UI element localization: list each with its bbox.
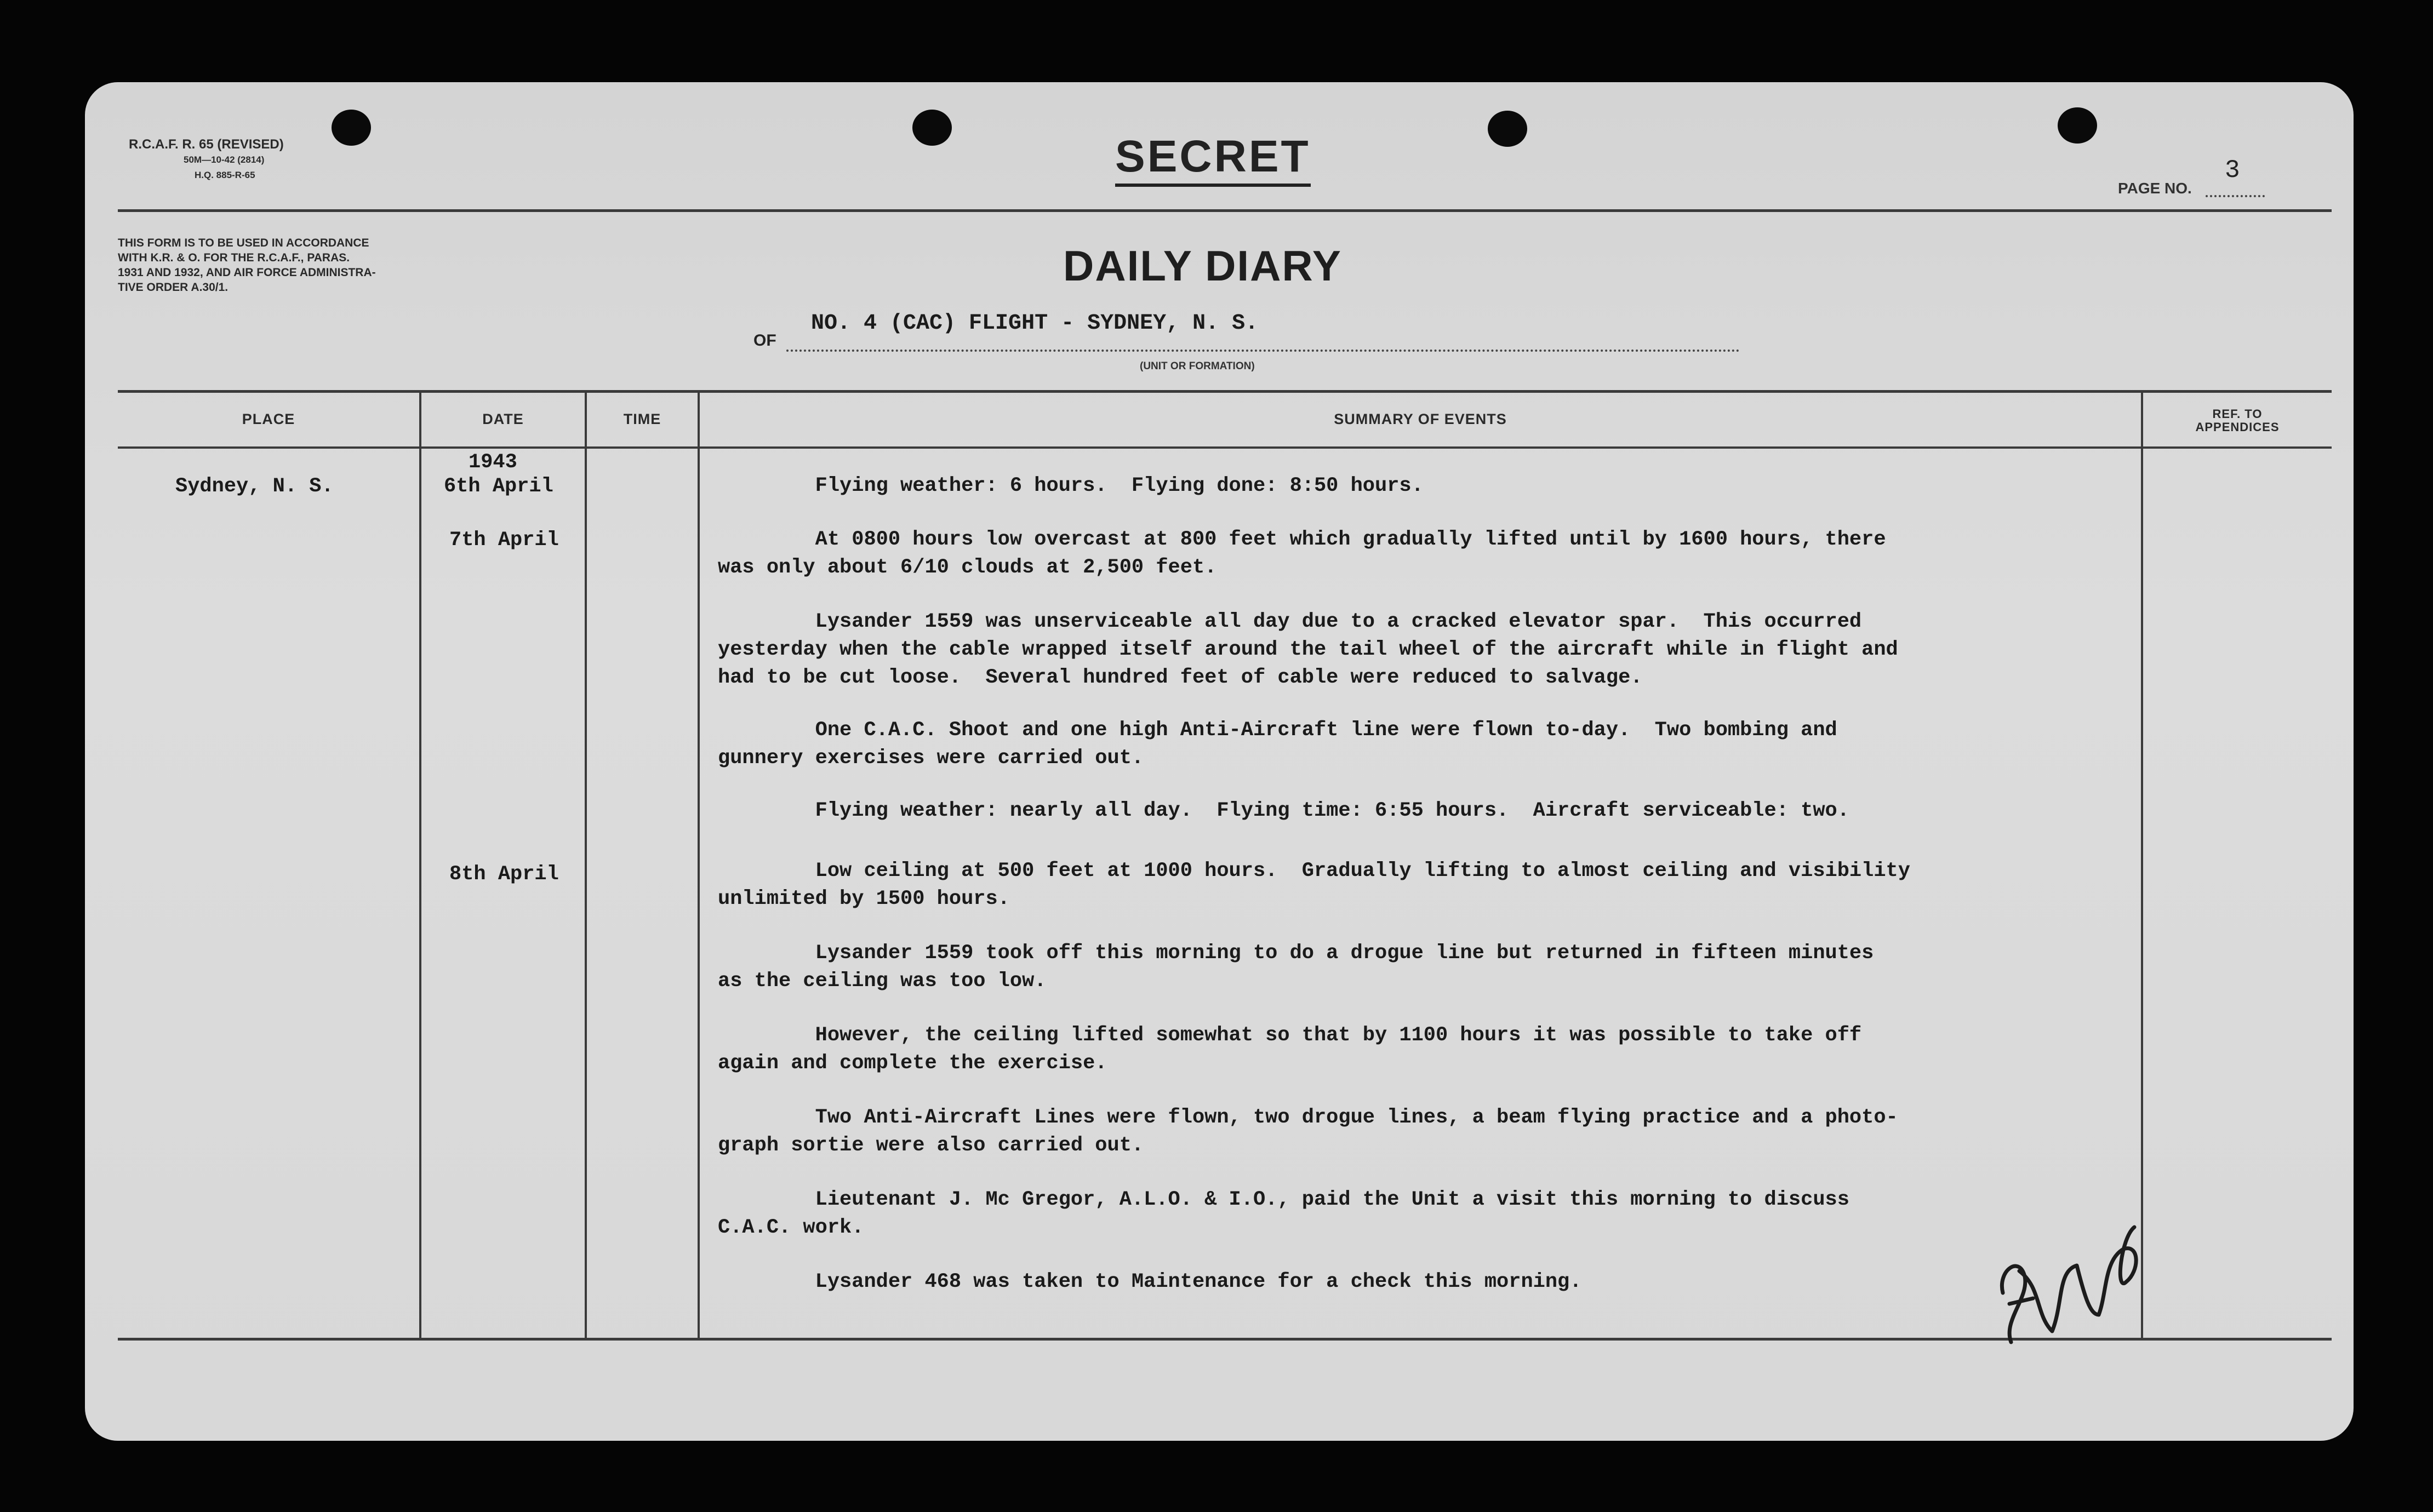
unit-underline xyxy=(786,350,1740,352)
column-header-date: DATE xyxy=(482,411,524,427)
classification-heading: SECRET xyxy=(1115,134,1311,187)
summary-paragraph: Low ceiling at 500 feet at 1000 hours. Gradually lifting to almost ceiling and visibility unlimited by 1500 hours. xyxy=(718,860,1910,910)
unit-caption: (UNIT OR FORMATION) xyxy=(1140,360,1255,372)
form-usage-note: THIS FORM IS TO BE USED IN ACCORDANCE WITH K.R. & O. FOR THE R.C.A.F., PARAS. 1931 AND 1932, AND AIR FORCE ADMINISTRA- TIVE ORDER A.30/1. xyxy=(118,237,376,294)
handwritten-initials xyxy=(1981,1205,2156,1370)
date-cell: 7th April xyxy=(449,529,559,552)
summary-paragraph: Flying weather: 6 hours. Flying done: 8:50 hours. xyxy=(718,474,1424,497)
page-number-underline xyxy=(2206,195,2265,197)
form-code-line: H.Q. 885-R-65 xyxy=(195,170,255,180)
date-cell: 6th April xyxy=(444,475,553,498)
summary-paragraph: Flying weather: nearly all day. Flying time: 6:55 hours. Aircraft serviceable: two. xyxy=(718,799,1849,822)
summary-paragraph: At 0800 hours low overcast at 800 feet which gradually lifted until by 1600 hours, there was only about 6/10 clouds at 2,500 feet. xyxy=(718,528,1886,579)
punch-hole xyxy=(2058,107,2097,144)
summary-paragraph: However, the ceiling lifted somewhat so that by 1100 hours it was possible to take off again and complete the exercise. xyxy=(718,1024,1862,1075)
punch-hole xyxy=(332,110,371,146)
column-header-time: TIME xyxy=(623,411,661,427)
table-header-rule xyxy=(118,446,2332,449)
table-top-rule xyxy=(118,390,2332,393)
year-cell: 1943 xyxy=(469,451,517,474)
page-number-label: PAGE NO. xyxy=(2118,180,2192,197)
summary-paragraph: Two Anti-Aircraft Lines were flown, two drogue lines, a beam flying practice and a photo- graph sortie were also carried out. xyxy=(718,1106,1898,1157)
column-header-place: PLACE xyxy=(242,411,295,427)
summary-paragraph: Lysander 1559 took off this morning to do a drogue line but returned in fifteen minutes as the ceiling was too low. xyxy=(718,942,1874,993)
form-code-line: R.C.A.F. R. 65 (REVISED) xyxy=(129,137,284,152)
page-title: DAILY DIARY xyxy=(1063,242,1342,290)
summary-paragraph: Lysander 468 was taken to Maintenance for a check this morning. xyxy=(718,1270,1582,1293)
unit-of-label: OF xyxy=(753,331,776,350)
summary-paragraph: Lieutenant J. Mc Gregor, A.L.O. & I.O., paid the Unit a visit this morning to discuss C.A.C. work. xyxy=(718,1188,1849,1239)
punch-hole xyxy=(912,110,952,146)
column-header-summary: SUMMARY OF EVENTS xyxy=(1334,411,1507,427)
place-cell: Sydney, N. S. xyxy=(175,475,334,498)
punch-hole xyxy=(1488,111,1527,147)
header-rule xyxy=(118,209,2332,212)
column-divider xyxy=(419,391,421,1339)
page-number: 3 xyxy=(2225,156,2240,185)
date-cell: 8th April xyxy=(449,863,559,886)
column-header-appendices: REF. TO APPENDICES xyxy=(2195,407,2280,434)
diary-page xyxy=(85,82,2354,1441)
summary-paragraph: One C.A.C. Shoot and one high Anti-Aircraft line were flown to-day. Two bombing and gunnery exercises were carried out. xyxy=(718,719,1837,770)
summary-paragraph: Lysander 1559 was unserviceable all day due to a cracked elevator spar. This occurred yesterday when the cable wrapped itself around the tail wheel of the aircraft while in flight and had to be cut loose. Several hundred feet of cable were reduced to salvage. xyxy=(718,610,1898,689)
column-divider xyxy=(585,391,587,1339)
column-divider xyxy=(698,391,700,1339)
form-code-line: 50M—10-42 (2814) xyxy=(184,154,265,165)
unit-name: NO. 4 (CAC) FLIGHT - SYDNEY, N. S. xyxy=(811,311,1259,336)
